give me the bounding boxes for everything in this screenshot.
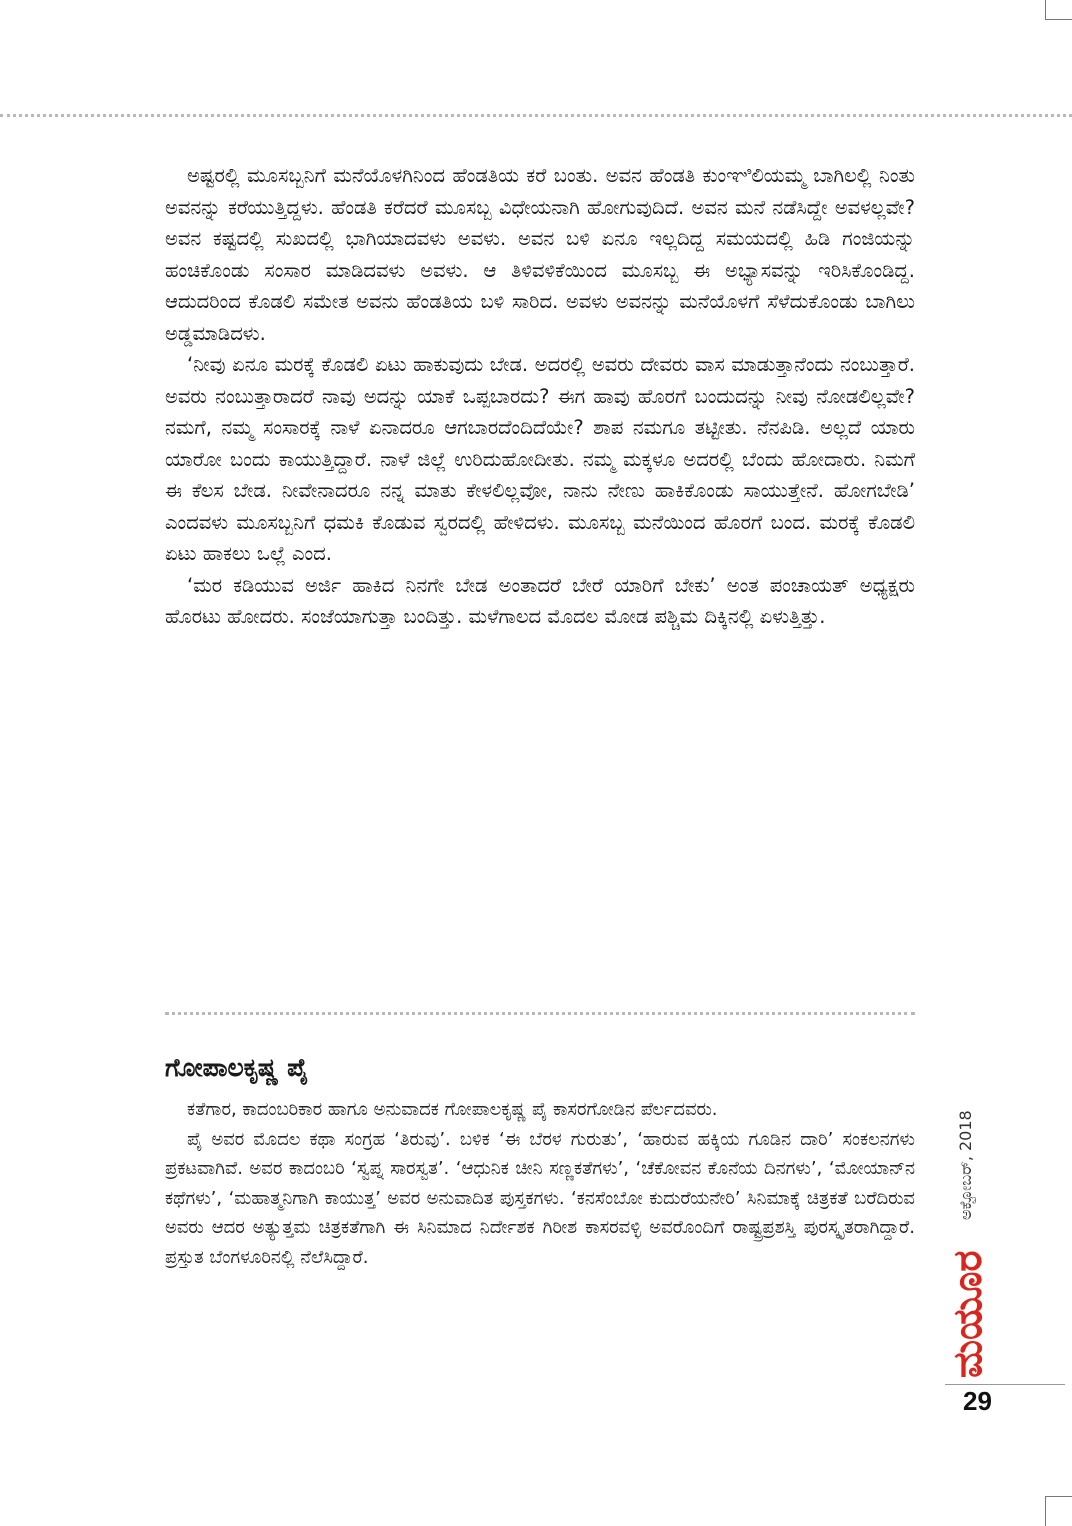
crop-mark-bottom xyxy=(1045,1496,1072,1526)
story-paragraph: ‘ಮರ ಕಡಿಯುವ ಅರ್ಜಿ ಹಾಕಿದ ನಿನಗೇ ಬೇಡ ಅಂತಾದರೆ ಬೇರೆ ಯಾರಿಗೆ ಬೇಕು’ ಅಂತ ಪಂಚಾಯತ್ ಅಧ್ಯಕ್ಷರು ಹೊರಟು ಹೋದರು. ಸಂಜೆಯಾಗುತ್ತಾ ಬಂದಿತ್ತು. ಮಳೆಗಾಲದ ಮೊದಲ ಮೋಡ ಪಶ್ಚಿಮ ದಿಕ್ಕಿನಲ್ಲಿ ಏಳುತ್ತಿತ್ತು. xyxy=(165,573,915,628)
author-bio xyxy=(165,1095,915,1272)
story-paragraph: ಅಷ್ಟರಲ್ಲಿ ಮೂಸಬ್ಬನಿಗೆ ಮನೆಯೊಳಗಿನಿಂದ ಹೆಂಡತಿಯ ಕರೆ ಬಂತು. ಅವನ ಹೆಂಡತಿ ಕುಂಞಿಲಿಯಮ್ಮ ಬಾಗಿಲಲ್ಲಿ ನಿಂತು ಅವನನ್ನು ಕರೆಯುತ್ತಿದ್ದಳು. ಹೆಂಡತಿ ಕರೆದರೆ ಮೂಸಬ್ಬ ವಿಧೇಯನಾಗಿ ಹೋಗುವುದಿದೆ. ಅವನ ಮನೆ ನಡೆಸಿದ್ದೇ ಅವಳಲ್ಲವೇ? ಅವನ ಕಷ್ಟದಲ್ಲಿ ಸುಖದಲ್ಲಿ ಭಾಗಿಯಾದವಳು ಅವಳು. ಅವನ ಬಳಿ ಏನೂ ಇಲ್ಲದಿದ್ದ ಸಮಯದಲ್ಲಿ ಹಿಡಿ ಗಂಜಿಯನ್ನು ಹಂಚಿಕೊಂಡು ಸಂಸಾರ ಮಾಡಿದವಳು ಅವಳು. ಆ ತಿಳಿವಳಿಕೆಯಿಂದ ಮೂಸಬ್ಬ ಈ ಅಭ್ಯಾಸವನ್ನು ಇರಿಸಿಕೊಂಡಿದ್ದ. ಆದುದರಿಂದ ಕೊಡಲಿ ಸಮೇತ ಅವನು ಹೆಂಡತಿಯ ಬಳಿ ಸಾರಿದ. ಅವಳು ಅವನನ್ನು ಮನೆಯೊಳಗೆ ಸೆಳೆದುಕೊಂಡು ಬಾಗಿಲು ಅಡ್ಡಮಾಡಿದಳು. xyxy=(165,164,915,345)
dotted-divider-top xyxy=(0,114,1072,117)
magazine-sidebar xyxy=(942,1070,992,1378)
issue-date: ಅಕ್ಟೋಬರ್, 2018 xyxy=(956,1110,975,1220)
page-number-rule xyxy=(945,1384,1065,1385)
dotted-divider-section xyxy=(165,1012,915,1015)
bio-paragraph: ಕತೆಗಾರ, ಕಾದಂಬರಿಕಾರ ಹಾಗೂ ಅನುವಾದಕ ಗೋಪಾಲಕೃಷ್ಣ ಪೈ ಕಾಸರಗೋಡಿನ ಪೆರ್ಲದವರು. xyxy=(187,1099,718,1120)
story-text xyxy=(165,160,915,633)
author-name: ಗೋಪಾಲಕೃಷ್ಣ ಪೈ xyxy=(165,1053,309,1082)
bio-paragraph: ಪೈ ಅವರ ಮೊದಲ ಕಥಾ ಸಂಗ್ರಹ ‘ತಿರುವು’. ಬಳಿಕ ‘ಈ ಬೆರಳ ಗುರುತು’, ‘ಹಾರುವ ಹಕ್ಕಿಯ ಗೂಡಿನ ದಾರಿ’ ಸಂಕಲನಗಳು ಪ್ರಕಟವಾಗಿವೆ. ಅವರ ಕಾದಂಬರಿ ‘ಸ್ವಪ್ನ ಸಾರಸ್ವತ’. ‘ಆಧುನಿಕ ಚೀನಿ ಸಣ್ಣಕತೆಗಳು’, ‘ಚೆಕೋವನ ಕೊನೆಯ ದಿನಗಳು’, ‘ಮೋಯಾನ್‌ನ ಕಥೆಗಳು’, ‘ಮಹಾತ್ಮನಿಗಾಗಿ ಕಾಯುತ್ತ’ ಅವರ ಅನುವಾದಿತ ಪುಸ್ತಕಗಳು. ‘ಕನಸೆಂಬೋ ಕುದುರೆಯನೇರಿ’ ಸಿನಿಮಾಕ್ಕೆ ಚಿತ್ರಕತೆ ಬರೆದಿರುವ ಅವರು ಆದರ ಅತ್ಯುತ್ತಮ ಚಿತ್ರಕತೆಗಾಗಿ ಈ ಸಿನಿಮಾದ ನಿರ್ದೇಶಕ ಗಿರೀಶ ಕಾಸರವಳ್ಳಿ ಅವರೊಂದಿಗೆ ರಾಷ್ಟ್ರಪ್ರಶಸ್ತಿ ಪುರಸ್ಕೃತರಾಗಿದ್ದಾರೆ. ಪ್ರಸ್ತುತ ಬೆಂಗಳೂರಿನಲ್ಲಿ ನೆಲೆಸಿದ್ದಾರೆ. xyxy=(165,1128,915,1268)
crop-mark-top xyxy=(1045,0,1072,20)
story-paragraph: ‘ನೀವು ಏನೂ ಮರಕ್ಕೆ ಕೊಡಲಿ ಏಟು ಹಾಕುವುದು ಬೇಡ. ಅದರಲ್ಲಿ ಅವರು ದೇವರು ವಾಸ ಮಾಡುತ್ತಾನೆಂದು ನಂಬುತ್ತಾರೆ. ಅವರು ನಂಬುತ್ತಾರಾದರೆ ನಾವು ಅದನ್ನು ಯಾಕೆ ಒಪ್ಪಬಾರದು? ಈಗ ಹಾವು ಹೊರಗೆ ಬಂದುದನ್ನು ನೀವು ನೋಡಲಿಲ್ಲವೇ? ನಮಗೆ, ನಮ್ಮ ಸಂಸಾರಕ್ಕೆ ನಾಳೆ ಏನಾದರೂ ಆಗಬಾರದೆಂದಿದೆಯೇ? ಶಾಪ ನಮಗೂ ತಟ್ಟೀತು. ನೆನಪಿಡಿ. ಅಲ್ಲದೆ ಯಾರು ಯಾರೋ ಬಂದು ಕಾಯುತ್ತಿದ್ದಾರೆ. ನಾಳೆ ಜಿಲ್ಲೆ ಉರಿದುಹೋದೀತು. ನಮ್ಮ ಮಕ್ಕಳೂ ಅದರಲ್ಲಿ ಬೆಂದು ಹೋದಾರು. ನಿಮಗೆ ಈ ಕೆಲಸ ಬೇಡ. ನೀವೇನಾದರೂ ನನ್ನ ಮಾತು ಕೇಳಲಿಲ್ಲವೋ, ನಾನು ನೇಣು ಹಾಕಿಕೊಂಡು ಸಾಯುತ್ತೇನೆ. ಹೋಗಬೇಡಿ’ ಎಂದವಳು ಮೂಸಬ್ಬನಿಗೆ ಧಮಕಿ ಕೊಡುವ ಸ್ವರದಲ್ಲಿ ಹೇಳಿದಳು. ಮೂಸಬ್ಬ ಮನೆಯಿಂದ ಹೊರಗೆ ಬಂದ. ಮರಕ್ಕೆ ಕೊಡಲಿ ಏಟು ಹಾಕಲು ಒಲ್ಲೆ ಎಂದ. xyxy=(165,353,915,565)
page-number: 29 xyxy=(963,1386,992,1416)
magazine-logo: ಮಯೂರ xyxy=(945,1250,991,1378)
